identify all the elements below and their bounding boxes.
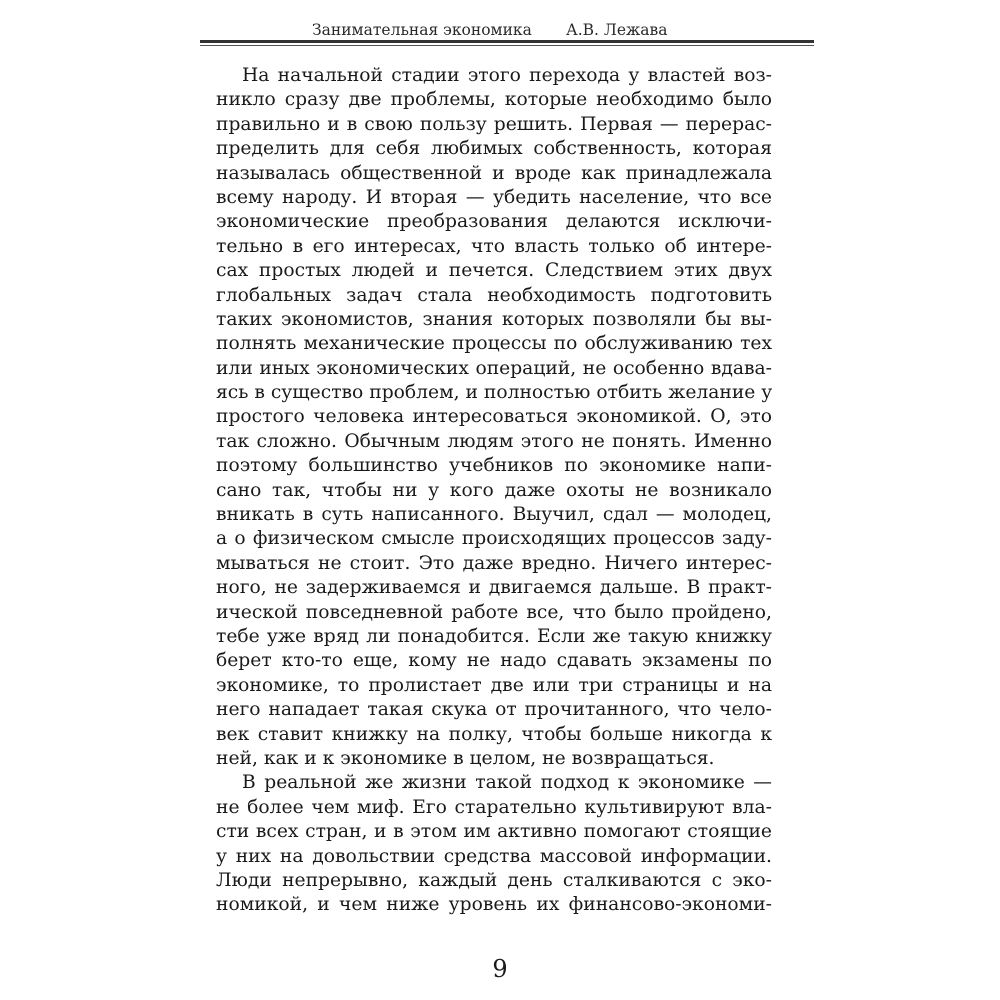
text-line: сти всех стран, и в этом им активно помогают стоящие [216,821,772,843]
text-line: таких экономистов, знания которых позволяли бы вы- [216,308,772,330]
text-line: В реальной же жизни такой подход к экономике — [242,772,772,794]
text-line: берет кто-то еще, кому не надо сдавать экзамены по [216,650,772,672]
text-line: ней, как и к экономике в целом, не возвращаться. [216,747,715,769]
text-line: не более чем миф. Его старательно культивируют вла- [216,796,772,818]
text-line: а о физическом смысле происходящих процессов заду- [216,528,772,550]
text-line: у них на довольствии средства массовой информации. [216,845,772,867]
paragraph [216,64,772,771]
text-line: ного, не задерживаемся и двигаемся дальше. В практ- [216,577,772,599]
text-line: тебе уже вряд ли понадобится. Если же такую книжку [216,625,772,647]
text-line: вникать в суть написанного. Выучил, сдал — молодец, [216,504,772,526]
paragraph [216,771,772,917]
text-line: полнять механические процессы по обслуживанию тех [216,333,772,355]
text-line: или иных экономических операций, не особенно вдава- [216,357,772,379]
text-line: экономике, то пролистает две или три страницы и на [216,674,772,696]
running-header [200,20,814,40]
page-number: 9 [492,955,508,983]
text-line: экономические преобразования делаются исключи- [216,211,772,233]
book-title: Занимательная экономика [312,21,532,39]
text-line: всему народу. И вторая — убедить население, что все [216,186,772,208]
text-line: сано так, чтобы ни у кого даже охоты не возникало [216,479,772,501]
text-line: На начальной стадии этого перехода у властей воз- [242,65,772,86]
text-line: ясь в существо проблем, и полностью отбить желание у [216,382,773,404]
header-rule-thick [200,40,814,43]
page-body [216,64,772,918]
text-line: номикой, и чем ниже уровень их финансово-экономи- [216,894,772,916]
text-line: называлась общественной и вроде как принадлежала [216,162,772,184]
text-line: него нападает такая скука от прочитанного, что чело- [216,699,772,721]
text-line: мываться не стоит. Это даже вредно. Ничего интерес- [216,552,772,574]
text-line: ической повседневной работе все, что было пройдено, [216,601,772,623]
text-line: правильно и в свою пользу решить. Первая — перерас- [216,113,772,135]
text-line: век ставит книжку на полку, чтобы больше никогда к [216,723,772,745]
header-rule-thin [200,45,814,46]
text-line: поэтому большинство учебников по экономике напи- [216,455,772,477]
text-line: пределить для себя любимых собственность, которая [216,138,772,160]
text-line: простого человека интересоваться экономикой. О, это [216,406,772,428]
book-author: А.В. Лежава [566,21,668,39]
text-line: никло сразу две проблемы, которые необходимо было [216,89,772,111]
text-line: сах простых людей и печется. Следствием этих двух [216,260,772,282]
text-line: глобальных задач стала необходимость подготовить [216,284,772,306]
text-line: тельно в его интересах, что власть только об интере- [216,235,772,257]
text-line: так сложно. Обычным людям этого не понять. Именно [216,430,772,452]
text-line: Люди непрерывно, каждый день сталкиваются с эко- [216,869,772,891]
